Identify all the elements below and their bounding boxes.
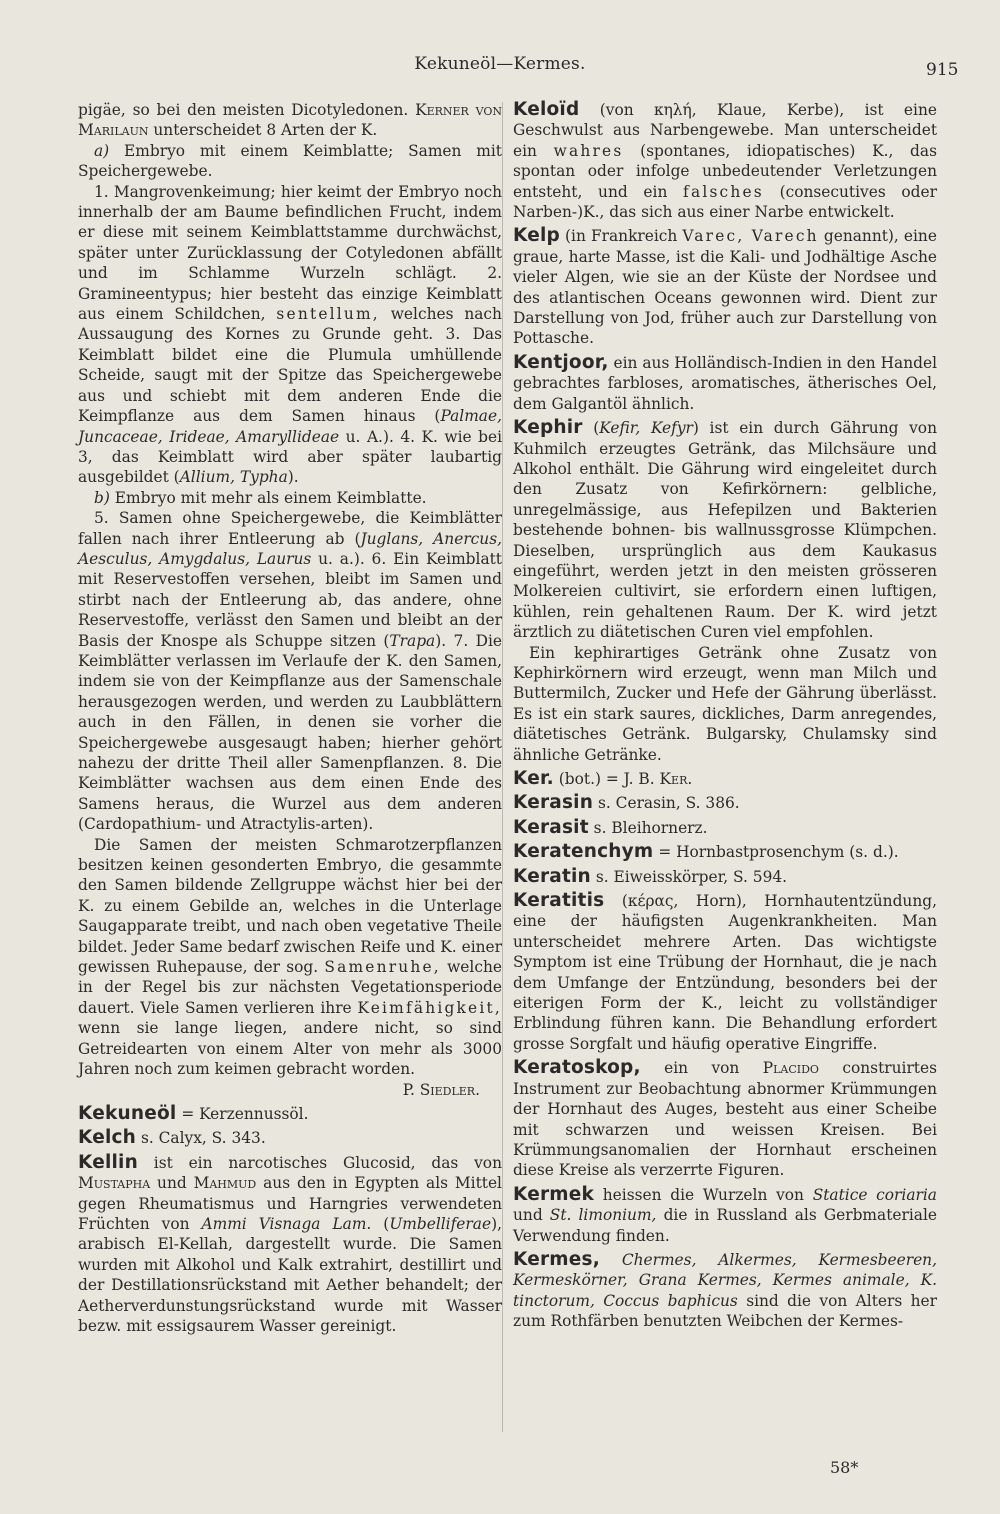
running-head: Kekuneöl—Kermes. — [414, 54, 586, 74]
entry-keratin: Keratin s. Eiweisskörper, S. 594. — [513, 865, 788, 887]
entry-kermes: Kermes, Chermes, Alkermes, Kermesbeeren, Kermeskörner, Grana Kermes, Kermes animale, K. tinctorum, Coccus baphicus sind die von Alters her zum Rothfärben benutzten Weibchen der Kermes- — [513, 1248, 937, 1331]
paragraph-b: b) Embryo mit mehr als einem Keimblatte. — [94, 488, 427, 507]
paragraph-intro: pigäe, so bei den meisten Dicotyledonen. Kerner von Marilaun unterscheidet 8 Arten der K. — [78, 101, 502, 140]
paragraph-schmarotzer: Die Samen der meisten Schmarotzerpflanzen besitzen keinen gesonderten Embryo, die gesammte den Samen bildende Zellgruppe wächst hier bei der K. zu einem Gebilde an, welches in die Unterlage Saugapparate treibt, und nach oben vegetative Theile bildet. Jeder Same bedarf zwischen Reife und K. einer gewissen Ruhepause, der sog. Samenruhe, welche in der Regel bis zur nächsten Vegetationsperiode dauert. Viele Samen verlieren ihre Keimfähigkeit, wenn sie lange liegen, andere nicht, so sind Getreidearten von einem Alter von mehr als 3000 Jahren noch zum keimen gebracht worden. P. Siedler. — [78, 835, 502, 1099]
lemma: Keloïd — [513, 99, 580, 120]
entry-kekuneol: Kekuneöl = Kerzennussöl. — [78, 1102, 309, 1124]
entry-kelp: Kelp (in Frankreich Varec, Varech genannt), eine graue, harte Masse, ist die Kali- und Jodhältige Asche vieler Algen, wie sie an der Küste der Nordsee und des atlantischen Oceans gewonnen wird. Dient zur Darstellung von Jod, früher auch zur Darstellung von Pottasche. — [513, 225, 937, 348]
entry-keloid: Keloïd (von κηλή, Klaue, Kerbe), ist eine Geschwulst aus Narbengewebe. Man unterscheidet ein wahres (spontanes, idiopatisches) K., das spontan oder infolge unbedeutender Verletzungen entsteht, und ein falsches (consecutives oder Narben-)K., das sich aus einer Narbe entwickelt. — [513, 99, 937, 222]
author-signature: P. Siedler. — [402, 1080, 480, 1099]
entry-keratenchym: Keratenchym = Hornbastprosenchym (s. d.). — [513, 841, 899, 863]
paragraph-types-5-8: 5. Samen ohne Speichergewebe, die Keimblätter fallen nach ihrer Entleerung ab (Juglans, Anercus, Aesculus, Amygdalus, Laurus u. a.). 6. Ein Keimblatt mit Reservestoffen versehen, bleibt im Samen und stirbt nach der Entleerung ab, das andere, ohne Reservestoffe, verlässt den Samen und bleibt an der Basis der Knospe als Schuppe sitzen (Trapa). 7. Die Keimblätter verlassen im Verlaufe der K. den Samen, indem sie von der Keimpflanze aus der Samenschale herausgezogen werden, und werden zu Laubblättern auch in den Fällen, in denen sie vorher die Speichergewebe ausgesaugt haben; hierher gehört nahezu der dritte Theil aller Samenpflanzen. 8. Die Keimblätter wachsen aus dem einen Ende des Samens heraus, die Wurzel aus dem anderen (Cardopathium- und Atractylis-arten). — [78, 509, 502, 834]
left-column — [78, 100, 502, 1340]
paragraph-kephir-2: Ein kephirartiges Getränk ohne Zusatz von Kephirkörnern wird erzeugt, wenn man Milch und Buttermilch, Zucker und Hefe der Gährung überlässt. Es ist ein stark saures, dickliches, Darm anregendes, diätetisches Getränk. Bulgarsky, Chulamsky sind ähnliche Getränke. — [513, 643, 937, 764]
lemma: Kerasit — [513, 816, 589, 838]
lemma: Keratoskop, — [513, 1057, 641, 1079]
lemma: Kermes, — [513, 1248, 600, 1270]
entry-kerasin: Kerasin s. Cerasin, S. 386. — [513, 792, 740, 814]
entry-kelch: Kelch s. Calyx, S. 343. — [78, 1127, 266, 1149]
entry-kermek: Kermek heissen die Wurzeln von Statice coriaria und St. limonium, die in Russland als Gerbmateriale Verwendung finden. — [513, 1183, 937, 1245]
lemma: Keratitis — [513, 890, 605, 912]
entry-kentjoor: Kentjoor, ein aus Holländisch-Indien in den Handel gebrachtes farbloses, aromatisches, ätherisches Oel, dem Galgantöl ähnlich. — [513, 351, 937, 413]
entry-keratitis: Keratitis (κέρας, Horn), Hornhautentzündung, eine der häufigsten Augenkrankheiten. Man unterscheidet mehrere Arten. Das wichtigste Symptom ist eine Trübung der Hornhaut, die je nach dem Umfange der Entzündung, besonders bei der eiterigen Form der K., leicht zu vollständiger Erblindung führen kann. Die Behandlung erfordert grosse Sorgfalt und häufig operative Eingriffe. — [513, 890, 937, 1053]
lemma: Kephir — [513, 417, 583, 439]
entry-keratoskop: Keratoskop, ein von Placido construirtes Instrument zur Beobachtung abnormer Krümmungen der Hornhaut des Auges, besteht aus einer Scheibe mit schwarzen und weissen Kreisen. Bei Krümmungsanomalien der Hornhaut erscheinen diese Kreise als verzerrte Figuren. — [513, 1057, 937, 1180]
lemma: Kermek — [513, 1183, 595, 1205]
paragraph-types-1-4: 1. Mangrovenkeimung; hier keimt der Embryo noch innerhalb der am Baume befindlichen Frucht, indem er diese mit seinem Keimblattstamme durchwächst, später unter Zurücklassung der Cotyledonen abfällt und im Schlamme Wurzeln schlägt. 2. Gramineentypus; hier besteht das einzige Keimblatt aus einem Schildchen, sentellum, welches nach Aussaugung des Kornes zu Grunde geht. 3. Das Keimblatt bildet eine die Plumula umhüllende Scheide, saugt mit der Spitze das Speichergewebe aus und schiebt mit dem anderen Ende die Keimpflanze aus dem Samen hinaus (Palmae, Juncaceae, Irideae, Amaryllideae u. A.). 4. K. wie bei 3, das Keimblatt wird aber später laubartig ausgebildet (Allium, Typha). — [78, 182, 502, 487]
column-rule — [502, 102, 503, 1432]
page-number: 915 — [926, 60, 959, 80]
lemma: Ker. — [513, 768, 554, 789]
entry-kephir: Kephir (Kefir, Kefyr) ist ein durch Gährung von Kuhmilch erzeugtes Getränk, das Milchsäure und Alkohol enthält. Die Gährung wird eingeleitet durch den Zusatz von Kefirkörnern: gelbliche, unregelmässige, aus Hefepilzen und Bakterien bestehende bohnen- bis wallnussgrosse Klümpchen. Dieselben, ursprünglich aus dem Kaukasus eingeführt, werden jetzt in den meisten grösseren Molkereien cultivirt, sie erfordern einen luftigen, kühlen, rein gehaltenen Raum. Der K. wird jetzt ärztlich zu diätetischen Curen viel empfohlen. — [513, 417, 937, 642]
lemma: Keratin — [513, 865, 591, 887]
lemma: Kentjoor, — [513, 351, 609, 373]
lemma: Keratenchym — [513, 841, 654, 863]
lemma: Kelp — [513, 225, 560, 247]
paragraph-a: a) Embryo mit einem Keimblatte; Samen mit Speichergewebe. — [78, 141, 502, 181]
right-column — [513, 100, 937, 1336]
entry-kellin: Kellin ist ein narcotisches Glucosid, das von Mustapha und Mahmud aus den in Egypten als Mittel gegen Rheumatismus und Harngries verwendeten Früchten von Ammi Visnaga Lam. (Umbelliferae), arabisch El-Kellah, dargestellt wurde. Die Samen wurden mit Alkohol und Kalk extrahirt, destillirt und der Destillationsrückstand mit Aether behandelt; der Aetherverdunstungsrückstand wurde mit Wasser bezw. mit essigsaurem Wasser gereinigt. — [78, 1151, 502, 1335]
lemma: Kerasin — [513, 792, 594, 814]
lemma: Kekuneöl — [78, 1102, 177, 1124]
entry-kerasit: Kerasit s. Bleihornerz. — [513, 816, 708, 838]
entry-ker: Ker. (bot.) = J. B. Ker. — [513, 768, 693, 789]
signature-mark: 58* — [830, 1458, 859, 1477]
lemma: Kelch — [78, 1127, 137, 1149]
lemma: Kellin — [78, 1151, 138, 1173]
